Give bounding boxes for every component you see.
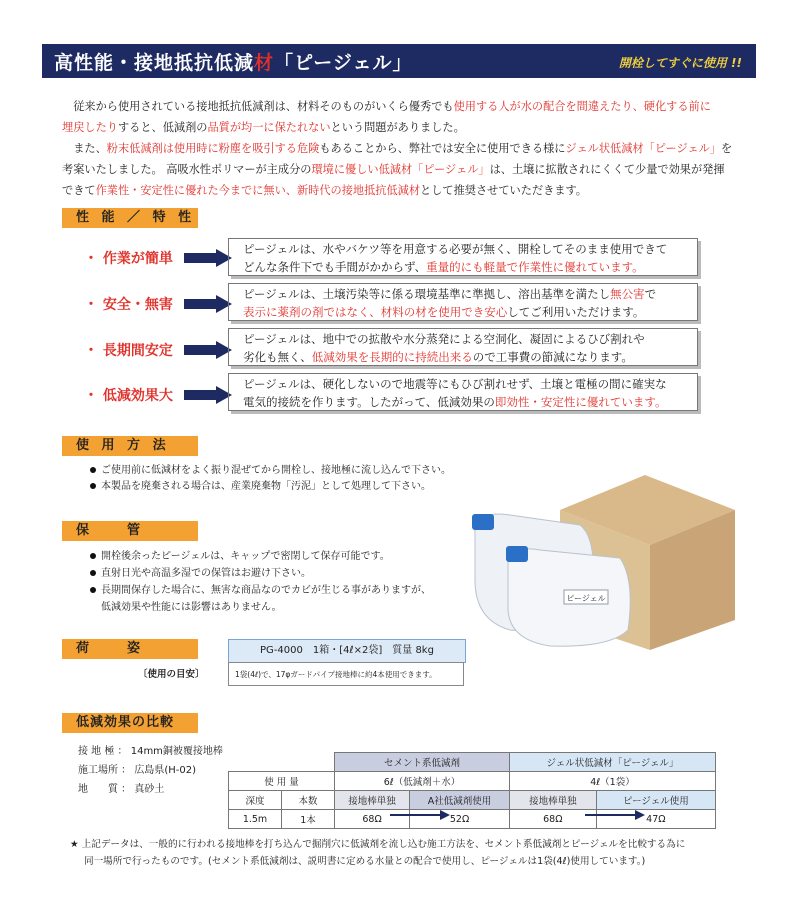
header-depth: 深度 [229,791,282,810]
storage-list [90,548,431,616]
feature-box-easy: ピージェルは、水やバケツ等を用意する必要が無く、開栓してそのまま使用できて どんな条件下でも手間がかからず、重量的にも軽量で作業性に優れています。 [228,238,698,276]
feature-box-effect: ピージェルは、硬化しないので地震等にもひび割れせず、土壌と電極の間に確実な 電気的接続を作ります。したがって、低減効果の即効性・安定性に優れています。 [228,373,698,411]
arrow-icon [184,386,232,404]
product-photo [470,470,740,650]
feature-label-easy: ・ 作業が簡単 [84,251,173,267]
intro-text: 従来から使用されている接地抵抗低減剤は、材料そのものがいくら優秀でも使用する人が水の配合を間違えたり、硬化する前に 埋戻したりすると、低減剤の品質が均一に保たれないという問題がありました。 また、粉末低減剤は使用時に粉塵を吸引する危険もあることから、弊社では安全に使用できる様にジェル状低減材「ピージェル」を 考案いたしました。 高吸水性ポリマーが主成分の環境に優しい低減材「ピージェル」は、土壌に拡散されにくくて少量で効果が発揮 できて作業性・安定性に優れた今までに無い、新時代の接地抵抗低減材として推奨させていただきます。 [62,100,733,197]
usage-guide-text: 1袋(4ℓ)で、17φガードパイプ接地棒に約4本使用できます。 [228,662,464,686]
feature-box-safe: ピージェルは、土壌汚染等に係る環境基準に準拠し、溶出基準を満たし無公害で 表示に薬剤の剤ではなく、材料の材を使用でき安心してご利用いただけます。 [228,283,698,321]
arrow-icon [184,249,232,267]
section-comparison-heading: 低減効果の比較 [62,713,198,733]
page-title: 高性能・接地抵抗低減材「ピージェル」 [54,52,413,74]
list-item: 開栓後余ったピージェルは、キャップで密閉して保存可能です。 [90,548,431,565]
header-rod-alone-1: 接地棒単独 [335,791,410,810]
banner-tagline: 開栓してすぐに使用 !! [618,56,742,70]
section-features-heading: 性 能 ／ 特 性 [62,208,198,228]
usage-guide-label: 〔使用の目安〕 [138,669,205,680]
list-item: 本製品を廃棄される場合は、産業廃棄物「汚泥」として処理して下さい。 [90,479,451,495]
cell-cement-amount: 6ℓ（低減剤＋水） [335,772,510,791]
table-row: 1.5m 1本 68Ω 52Ω 68Ω 47Ω [229,810,716,829]
feature-box-stable: ピージェルは、地中での拡散や水分蒸発による空洞化、凝固によるひび割れや 劣化も無く、低減効果を長期的に持続出来るので工事費の節減になります。 [228,328,698,366]
arrow-icon [585,810,645,820]
usage-list [90,463,451,495]
arrow-icon [184,341,232,359]
list-item: ご使用前に低減材をよく振り混ぜてから開栓し、接地極に流し込んで下さい。 [90,463,451,479]
header-banner [42,44,756,78]
footnote: ★ 上記データは、一般的に行われる接地棒を打ち込んで掘削穴に低減剤を流し込む施工方法を、セメント系低減剤とピージェルを比較する為に 同一場所で行ったものです。(セメント系低減剤は、説明書に定める水量との配合で使用し、ピージェルは1袋(4ℓ)使用しています。) [70,839,686,867]
header-gel: ジェル状低減材「ピージェル」 [509,753,715,772]
cell-gel-amount: 4ℓ（1袋） [509,772,715,791]
section-storage-heading: 保 管 [62,521,198,541]
feature-label-effect: ・ 低減効果大 [84,388,173,404]
header-cement: セメント系低減剤 [335,753,510,772]
feature-label-stable: ・ 長期間安定 [84,343,173,359]
list-item: 低減効果や性能には影響はありません。 [101,602,282,613]
header-pgel-use: ピージェル使用 [596,791,715,810]
test-conditions: 接 地 極 ： 14mm銅被覆接地棒 施工場所 ： 広島県(H-02) 地 質 ： 真砂土 [78,746,223,795]
arrow-icon [184,295,232,313]
section-package-heading: 荷 姿 [62,639,198,659]
arrow-icon [390,810,450,820]
package-spec: PG-4000 1箱・[4ℓ×2袋] 質量 8kg [228,639,466,663]
list-item: 直射日光や高温多湿での保管はお避け下さい。 [90,565,431,582]
product-label-text: ピージェル [566,594,606,603]
list-item: 長期間保存した場合に、無害な商品なのでカビが生じる事がありますが、 [90,582,431,599]
header-a-company: A社低減剤使用 [410,791,510,810]
section-usage-heading: 使 用 方 法 [62,436,198,456]
header-rod-alone-2: 接地棒単独 [509,791,596,810]
header-count: 本数 [282,791,335,810]
feature-label-safe: ・ 安全・無害 [84,297,173,313]
header-usage-amount: 使 用 量 [229,772,335,791]
